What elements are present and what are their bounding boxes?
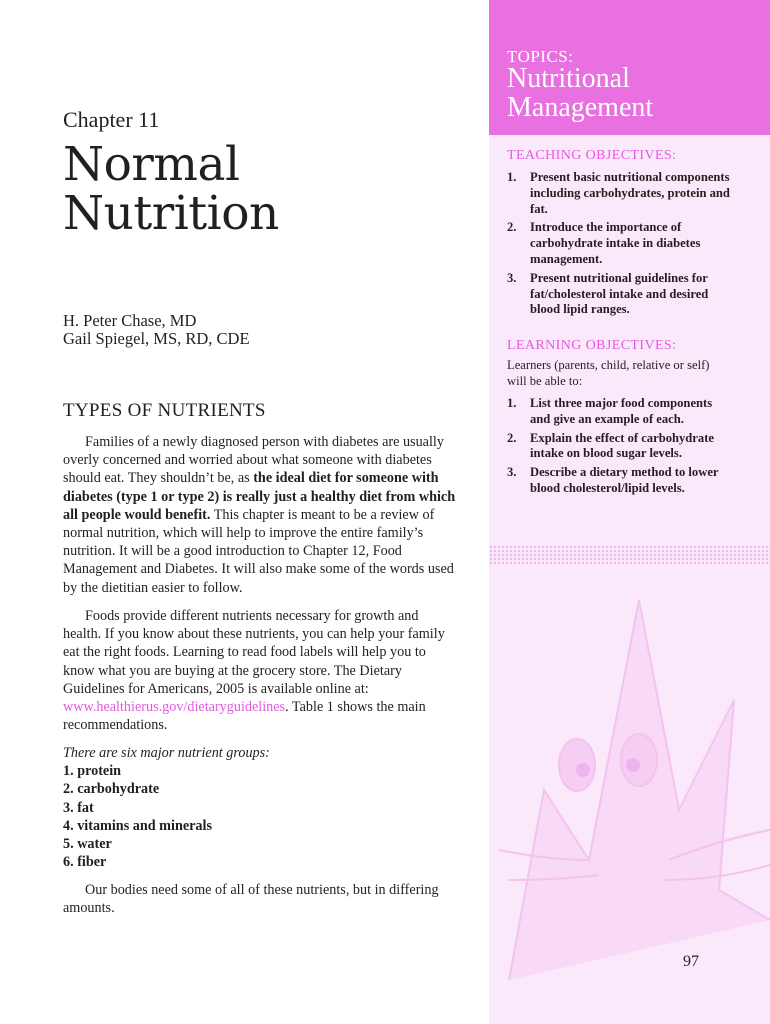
list-item: 3. Describe a dietary method to lower blood cholesterol/lipid levels.	[507, 465, 719, 495]
list-item: 3. Present nutritional guidelines for fat/cholesterol intake and desired blood lipid ranges.	[507, 270, 709, 317]
author-1: H. Peter Chase, MD	[63, 311, 197, 330]
list-item: 2. Introduce the importance of carbohydrate intake in diabetes management.	[507, 220, 701, 266]
list-item: 3. fat	[63, 799, 94, 816]
chapter-title-line2: Nutrition	[63, 186, 279, 241]
paragraph-2-text-b: . Table 1 shows the main recommendations.	[63, 699, 426, 734]
learning-objectives-heading: LEARNING OBJECTIVES:	[507, 338, 677, 353]
nutrient-groups-list	[63, 762, 270, 871]
paragraph-3	[63, 881, 459, 917]
teaching-objectives-heading: TEACHING OBJECTIVES:	[507, 148, 677, 163]
nutrient-groups-intro: There are six major nutrient groups:	[63, 745, 270, 761]
author-2: Gail Spiegel, MS, RD, CDE	[63, 329, 250, 348]
list-item: 4. vitamins and minerals	[63, 817, 212, 834]
paragraph-1-bold: the ideal diet for someone with diabetes (type 1 or type 2) is really just a healthy diet from which all people would benefit.	[63, 470, 456, 523]
chapter-label: Chapter 11	[63, 107, 160, 132]
dietary-guidelines-link[interactable]: www.healthierus.gov/dietaryguidelines	[63, 699, 286, 716]
list-item: 2. Explain the effect of carbohydrate intake on blood sugar levels.	[507, 430, 714, 461]
topics-label: TOPICS:	[507, 47, 574, 66]
chapter-title-line1: Normal	[63, 137, 240, 192]
learning-objectives-intro: Learners (parents, child, relative or self) will be able to:	[507, 358, 710, 388]
paragraph-1-text-b: This chapter is meant to be a review of normal nutrition, which will help to improve the entire family’s nutrition. It will be a good introduction to Chapter 12, Food Management and Diabetes. It will also make some of the words used by the dietitian easier to follow.	[63, 506, 454, 596]
paragraph-1-text-a: Families of a newly diagnosed person with diabetes are usually overly concerned and worried about what someone with diabetes should eat. They shouldn’t be, as	[63, 434, 444, 487]
teaching-objectives-list	[507, 170, 732, 321]
list-item: 5. water	[63, 836, 112, 853]
paragraph-2-text-a: Foods provide different nutrients necessary for growth and health. If you know about these nutrients, you can help your family eat the right foods. Learning to read food labels will help you to know what you are buying at the grocery store. The Dietary Guidelines for Americans, 2005 is available online at:	[63, 608, 445, 697]
list-item: 2. carbohydrate	[63, 781, 160, 798]
nutrient-groups	[63, 744, 270, 871]
learning-objectives-list	[507, 396, 732, 500]
cat-mascot-illustration	[489, 560, 770, 1024]
section-heading: TYPES OF NUTRIENTS	[63, 400, 266, 421]
paragraph-3-text: Our bodies need some of all of these nutrients, but in differing amounts.	[63, 882, 439, 917]
list-item: 1. protein	[63, 763, 122, 780]
list-item: 6. fiber	[63, 854, 107, 871]
page-number: 97	[683, 953, 699, 970]
paragraph-1	[63, 433, 459, 597]
topics-title-line1: Nutritional	[507, 63, 630, 94]
authors	[63, 312, 250, 348]
list-item: 1. List three major food components and give an example of each.	[507, 396, 713, 426]
topics-title-line2: Management	[507, 92, 654, 123]
list-item: 1. Present basic nutritional components including carbohydrates, protein and fat.	[507, 170, 730, 216]
paragraph-2	[63, 607, 459, 734]
topics-title	[507, 64, 653, 122]
chapter-title	[63, 137, 279, 241]
